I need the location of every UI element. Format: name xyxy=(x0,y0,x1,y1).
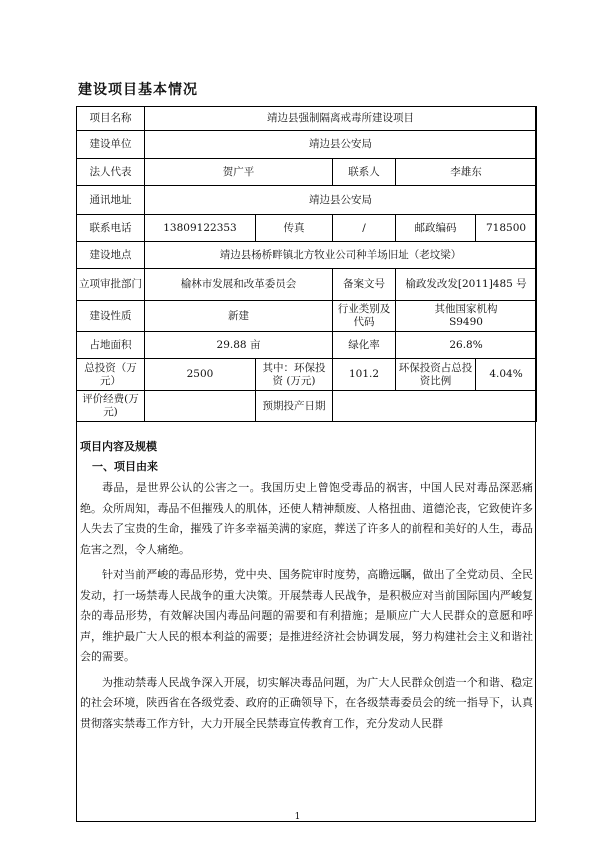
builder-label: 建设单位 xyxy=(77,131,145,159)
address-value: 靖边县公安局 xyxy=(145,186,537,215)
eval-fee-value xyxy=(145,391,256,422)
table-row xyxy=(77,301,537,332)
env-investment-value: 101.2 xyxy=(333,359,396,391)
eval-fee-label: 评价经费(万元) xyxy=(77,391,145,422)
builder-value: 靖边县公安局 xyxy=(145,131,537,159)
page-heading: 建设项目基本情况 xyxy=(78,82,198,98)
legal-rep-label: 法人代表 xyxy=(77,159,145,186)
table-row xyxy=(77,159,537,186)
area-label: 占地面积 xyxy=(77,332,145,359)
env-ratio-value: 4.04% xyxy=(476,359,537,391)
table-row xyxy=(77,391,537,422)
location-value: 靖边县杨桥畔镇北方牧业公司种羊场旧址（老坟梁） xyxy=(145,242,537,269)
nature-label: 建设性质 xyxy=(77,301,145,332)
legal-rep-value: 贺广平 xyxy=(145,159,333,186)
table-row xyxy=(77,269,537,301)
phone-label: 联系电话 xyxy=(77,215,145,242)
prod-date-label: 预期投产日期 xyxy=(256,391,333,422)
approval-no-label: 备案文号 xyxy=(333,269,396,301)
table-row xyxy=(77,242,537,269)
address-label: 通讯地址 xyxy=(77,186,145,215)
area-value: 29.88 亩 xyxy=(145,332,333,359)
paragraph: 毒品，是世界公认的公害之一。我国历史上曾饱受毒品的祸害，中国人民对毒品深恶痛绝。众所周知，毒品不但摧残人的肌体，还使人精神颓废、人格扭曲、道德沦丧，它致使许多人失去了宝贵的生命，摧残了许多幸福美满的家庭，葬送了许多人的前程和美好的人生，毒品危害之烈，令人痛绝。 xyxy=(80,481,533,556)
total-investment-label: 总投资（万元） xyxy=(77,359,145,391)
env-ratio-label: 环保投资占总投资比例 xyxy=(396,359,476,391)
project-content xyxy=(80,438,533,739)
industry-code: S9490 xyxy=(449,316,483,328)
table-row xyxy=(77,332,537,359)
sub-title: 一、项目由来 xyxy=(92,460,158,473)
nature-value: 新建 xyxy=(145,301,333,332)
total-investment-value: 2500 xyxy=(145,359,256,391)
green-label: 绿化率 xyxy=(333,332,396,359)
postcode-value: 718500 xyxy=(476,215,537,242)
table-row xyxy=(77,359,537,391)
approval-dept-label: 立项审批部门 xyxy=(77,269,145,301)
industry-value xyxy=(396,301,537,332)
table-row xyxy=(77,107,537,131)
project-info-table xyxy=(76,106,537,422)
project-name-label: 项目名称 xyxy=(77,107,145,131)
table-row xyxy=(77,131,537,159)
industry-name: 其他国家机构 xyxy=(434,303,498,315)
contact-label: 联系人 xyxy=(333,159,396,186)
table-row xyxy=(77,215,537,242)
section-title: 项目内容及规模 xyxy=(80,440,157,453)
industry-label: 行业类别及代码 xyxy=(333,301,396,332)
approval-no-value: 榆政发改发[2011]485 号 xyxy=(396,269,537,301)
location-label: 建设地点 xyxy=(77,242,145,269)
approval-dept-value: 榆林市发展和改革委员会 xyxy=(145,269,333,301)
env-investment-label: 其中：环保投资 (万元) xyxy=(256,359,333,391)
fax-value: / xyxy=(333,215,396,242)
page-number: 1 xyxy=(294,812,301,822)
fax-label: 传真 xyxy=(256,215,333,242)
project-name-value: 靖边县强制隔离戒毒所建设项目 xyxy=(145,107,537,131)
table-row xyxy=(77,186,537,215)
phone-value: 13809122353 xyxy=(145,215,256,242)
postcode-label: 邮政编码 xyxy=(396,215,476,242)
contact-value: 李雄东 xyxy=(396,159,537,186)
paragraph: 针对当前严峻的毒品形势，党中央、国务院审时度势，高瞻远瞩，做出了全党动员、全民发动，打一场禁毒人民战争的重大决策。开展禁毒人民战争，是积极应对当前国际国内严峻复杂的毒品形势，有效解决国内毒品问题的需要和有利措施；是顺应广大人民群众的意愿和呼声，维护最广大人民的根本利益的需要；是推进经济社会协调发展，努力构建社会主义和谐社会的需要。 xyxy=(80,568,533,663)
green-value: 26.8% xyxy=(396,332,537,359)
prod-date-value xyxy=(333,391,537,422)
paragraph: 为推动禁毒人民战争深入开展，切实解决毒品问题，为广大人民群众创造一个和谐、稳定的社会环境，陕西省在各级党委、政府的正确领导下，在各级禁毒委员会的统一指导下，认真贯彻落实禁毒工作方针，大力开展全民禁毒宣传教育工作，充分发动人民群 xyxy=(80,675,533,730)
